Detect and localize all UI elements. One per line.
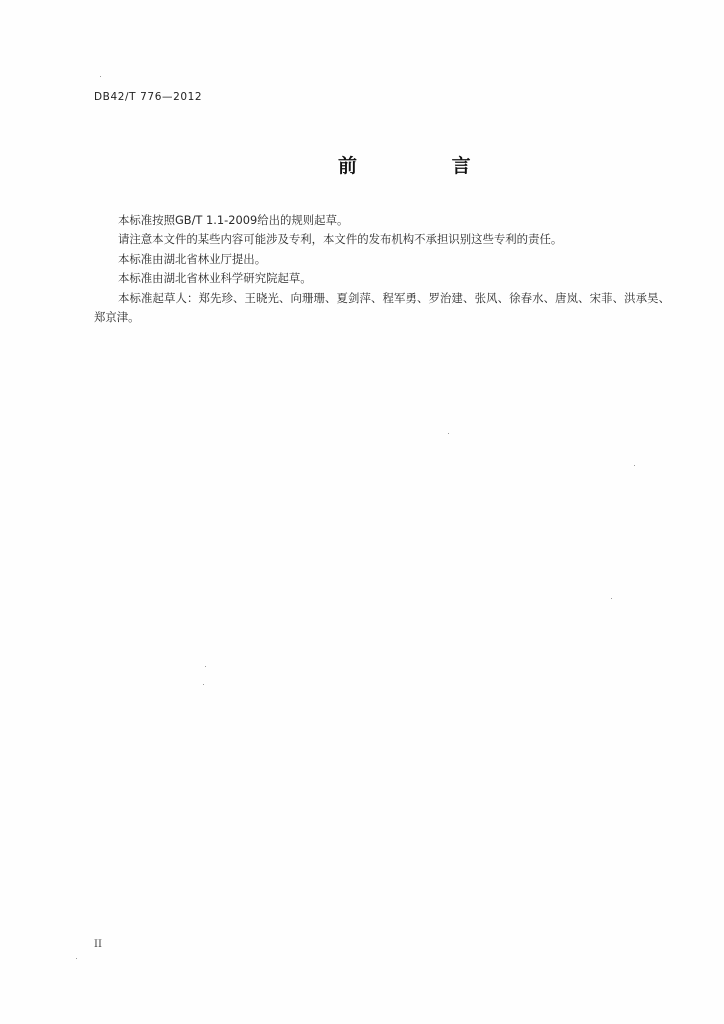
paragraph-drafting-unit: 本标准由湖北省林业科学研究院起草。 [118,271,312,286]
scan-speck [203,684,204,685]
scan-speck [76,958,77,959]
section-title: 前 言 [338,155,515,177]
scan-speck [634,465,635,466]
scan-speck [611,598,612,599]
document-code: DB42/T 776—2012 [94,91,203,103]
scan-speck [100,76,101,77]
page-number: II [94,939,102,950]
paragraph-drafting-rules: 本标准按照GB/T 1.1-2009给出的规则起草。 [118,213,349,227]
paragraph-proposer: 本标准由湖北省林业厅提出。 [118,251,267,266]
paragraph-drafters: 本标准起草人：郑先珍、王晓光、向珊珊、夏剑萍、程军勇、罗治建、张风、徐春水、唐岚、宋菲、洪承昊、郑京津。 [94,290,670,325]
paragraph-patent-notice: 请注意本文件的某些内容可能涉及专利，本文件的发布机构不承担识别这些专利的责任。 [118,232,563,247]
scan-speck [205,666,206,667]
foreword-body [94,211,670,327]
scan-speck [448,433,449,434]
